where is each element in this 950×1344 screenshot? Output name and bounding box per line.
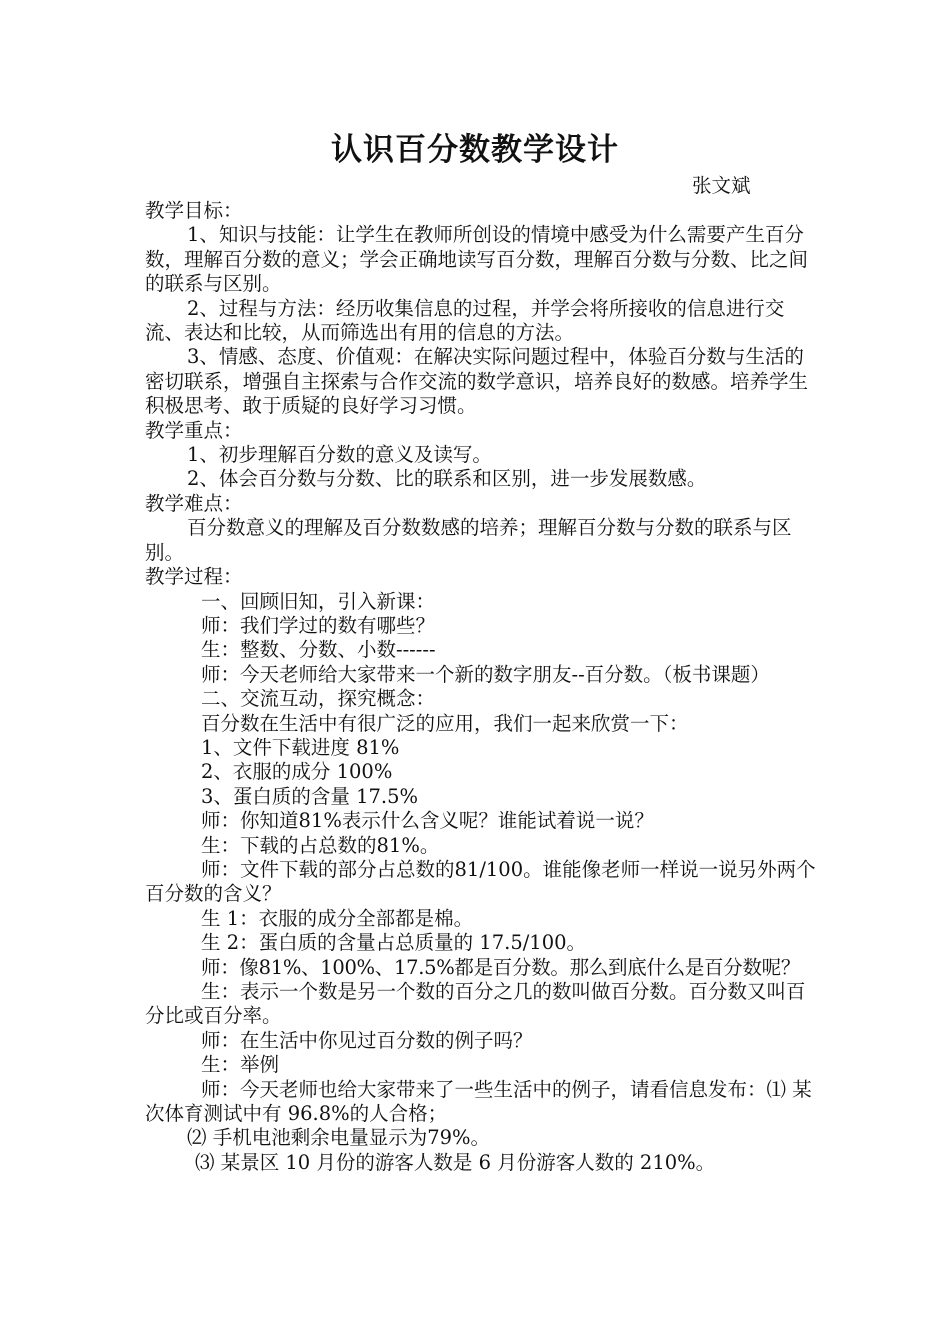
- dialogue-line: 生 1：衣服的成分全部都是棉。: [201, 906, 474, 930]
- section-heading: 教学难点：: [145, 491, 243, 515]
- dialogue-line: 师：像81%、100%、17.5%都是百分数。那么到底什么是百分数呢？: [201, 955, 801, 979]
- dialogue-line: 师：今天老师给大家带来一个新的数字朋友--百分数。（板书课题）: [201, 662, 770, 686]
- dialogue-line: 师：我们学过的数有哪些？: [201, 613, 436, 637]
- dialogue-line: 师：今天老师也给大家带来了一些生活中的例子，请看信息发布：⑴ 某次体育测试中有 96.8%的人合格；: [145, 1077, 812, 1126]
- list-item: 2、衣服的成分 100%: [201, 760, 393, 784]
- paragraph: 3、情感、态度、价值观：在解决实际问题过程中，体验百分数与生活的密切联系，增强自主探索与合作交流的数学意识，培养良好的数感。培养学生积极思考、敢于质疑的良好学习习惯。: [145, 345, 809, 418]
- paragraph: 1、初步理解百分数的意义及读写。: [187, 443, 492, 467]
- section-heading: 教学过程：: [145, 565, 243, 589]
- dialogue-line: 生 2：蛋白质的含量占总质量的 17.5/100。: [201, 931, 587, 955]
- dialogue-line: 师：你知道81%表示什么含义呢？谁能试着说一说？: [201, 809, 654, 833]
- document-title: 认识百分数教学设计: [331, 132, 619, 168]
- dialogue-line: 生：下载的占总数的81%。: [201, 833, 440, 857]
- paragraph: 2、过程与方法：经历收集信息的过程，并学会将所接收的信息进行交流、表达和比较，从而筛选出有用的信息的方法。: [145, 296, 785, 345]
- paragraph: 百分数在生活中有很广泛的应用，我们一起来欣赏一下：: [201, 711, 689, 735]
- section-heading: 教学目标：: [145, 199, 243, 222]
- paragraph: 二、交流互动，探究概念：: [201, 687, 436, 711]
- list-item: ⑶ 某景区 10 月份的游客人数是 6 月份游客人数的 210%。: [195, 1150, 716, 1174]
- paragraph: 百分数意义的理解及百分数数感的培养；理解百分数与分数的联系与区别。: [145, 516, 792, 564]
- dialogue-line: 生：表示一个数是另一个数的百分之几的数叫做百分数。百分数又叫百分比或百分率。: [145, 980, 806, 1028]
- dialogue-line: 生：整数、分数、小数------: [201, 638, 436, 662]
- paragraph: 2、体会百分数与分数、比的联系和区别，进一步发展数感。: [187, 467, 707, 491]
- paragraph: 一、回顾旧知，引入新课：: [201, 589, 436, 613]
- author-name: 张文斌: [692, 174, 751, 197]
- list-item: 3、蛋白质的含量 17.5%: [201, 784, 419, 808]
- paragraph: 1、知识与技能：让学生在教师所创设的情境中感受为什么需要产生百分数，理解百分数的意义；学会正确地读写百分数，理解百分数与分数、比之间的联系与区别。: [145, 223, 809, 296]
- list-item: ⑵ 手机电池剩余电量显示为79%。: [187, 1126, 491, 1150]
- section-heading: 教学重点：: [145, 418, 243, 442]
- dialogue-line: 师：文件下载的部分占总数的81/100。谁能像老师一样说一说另外两个百分数的含义？: [145, 857, 816, 906]
- document-body: [145, 199, 817, 1175]
- list-item: 1、文件下载进度 81%: [201, 735, 400, 759]
- dialogue-line: 师：在生活中你见过百分数的例子吗？: [201, 1028, 533, 1052]
- dialogue-line: 生：举例: [201, 1053, 280, 1077]
